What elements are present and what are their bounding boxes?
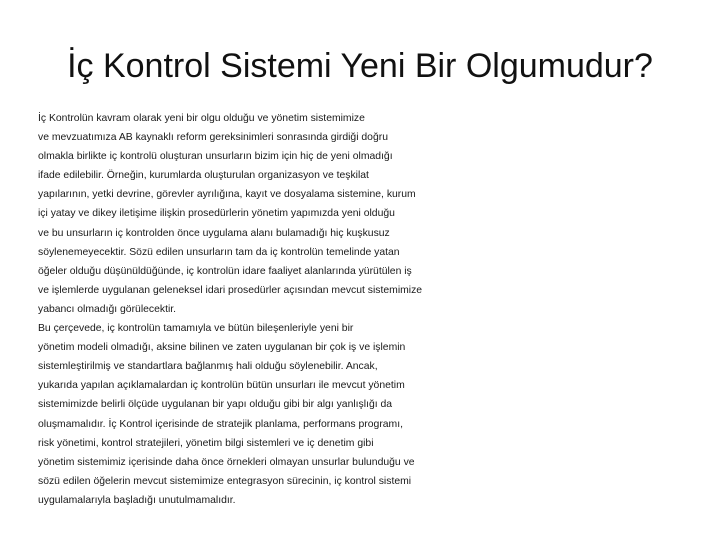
body-line-3: olmakla birlikte iç kontrolü oluşturan unsurların bizim için hiç de yeni olmadığı	[38, 151, 393, 163]
body-line-10: ve işlemlerde uygulanan geleneksel idari prosedürler açısından mevcut sistemimize	[38, 284, 423, 296]
body-line-7: ve bu unsurların iç kontrolden önce uygulama alanı bulamadığı hiç kuşkusuz	[38, 227, 390, 239]
body-line-20: sözü edilen öğelerin mevcut sistemimize entegrasyon sürecinin, iç kontrol sistemi	[38, 475, 412, 487]
body-line-8: söylenemeyecektir. Sözü edilen unsurların tam da iç kontrolün temelinde yatan	[38, 246, 400, 258]
slide-body	[38, 109, 698, 510]
body-line-12: Bu çerçevede, iç kontrolün tamamıyla ve bütün bileşenleriyle yeni bir	[38, 323, 354, 335]
body-line-6: içi yatay ve dikey iletişime ilişkin prosedürlerin yönetim yapımızda yeni olduğu	[38, 208, 395, 220]
body-line-15: yukarıda yapılan açıklamalardan iç kontrolün bütün unsurları ile mevcut yönetim	[38, 380, 405, 392]
body-line-18: risk yönetimi, kontrol stratejileri, yönetim bilgi sistemleri ve iç denetim gibi	[38, 437, 374, 449]
body-line-4: ifade edilebilir. Örneğin, kurumlarda oluşturulan organizasyon ve teşkilat	[38, 170, 369, 182]
body-line-11: yabancı olmadığı görülecektir.	[38, 303, 177, 315]
body-line-19: yönetim sistemimiz içerisinde daha önce örnekleri olmayan unsurlar bulunduğu ve	[38, 456, 415, 468]
body-line-2: ve mevzuatımıza AB kaynaklı reform gereksinimleri sonrasında girdiği doğru	[38, 132, 388, 144]
body-line-17: oluşmamalıdır. İç Kontrol içerisinde de stratejik planlama, performans programı,	[38, 418, 403, 430]
body-line-5: yapılarının, yetki devrine, görevler ayrılığına, kayıt ve dosyalama sistemine, kurum	[38, 189, 416, 201]
slide-title: İç Kontrol Sistemi Yeni Bir Olgumudur?	[67, 47, 653, 85]
body-line-16: sistemimizde belirli ölçüde uygulanan bir yapı olduğu gibi bir algı yanlışlığı da	[38, 399, 393, 411]
body-line-21: uygulamalarıyla başladığı unutulmamalıdır.	[38, 494, 236, 506]
body-line-13: yönetim modeli olmadığı, aksine bilinen ve zaten uygulanan bir çok iş ve işlemin	[38, 342, 406, 354]
body-line-9: öğeler olduğu düşünüldüğünde, iç kontrolün idare faaliyet alanlarında yürütülen iş	[38, 265, 412, 277]
body-line-1: İç Kontrolün kavram olarak yeni bir olgu olduğu ve yönetim sistemimize	[38, 113, 365, 124]
body-line-14: sistemleştirilmiş ve standartlara bağlanmış hali olduğu söylenebilir. Ancak,	[38, 361, 378, 373]
